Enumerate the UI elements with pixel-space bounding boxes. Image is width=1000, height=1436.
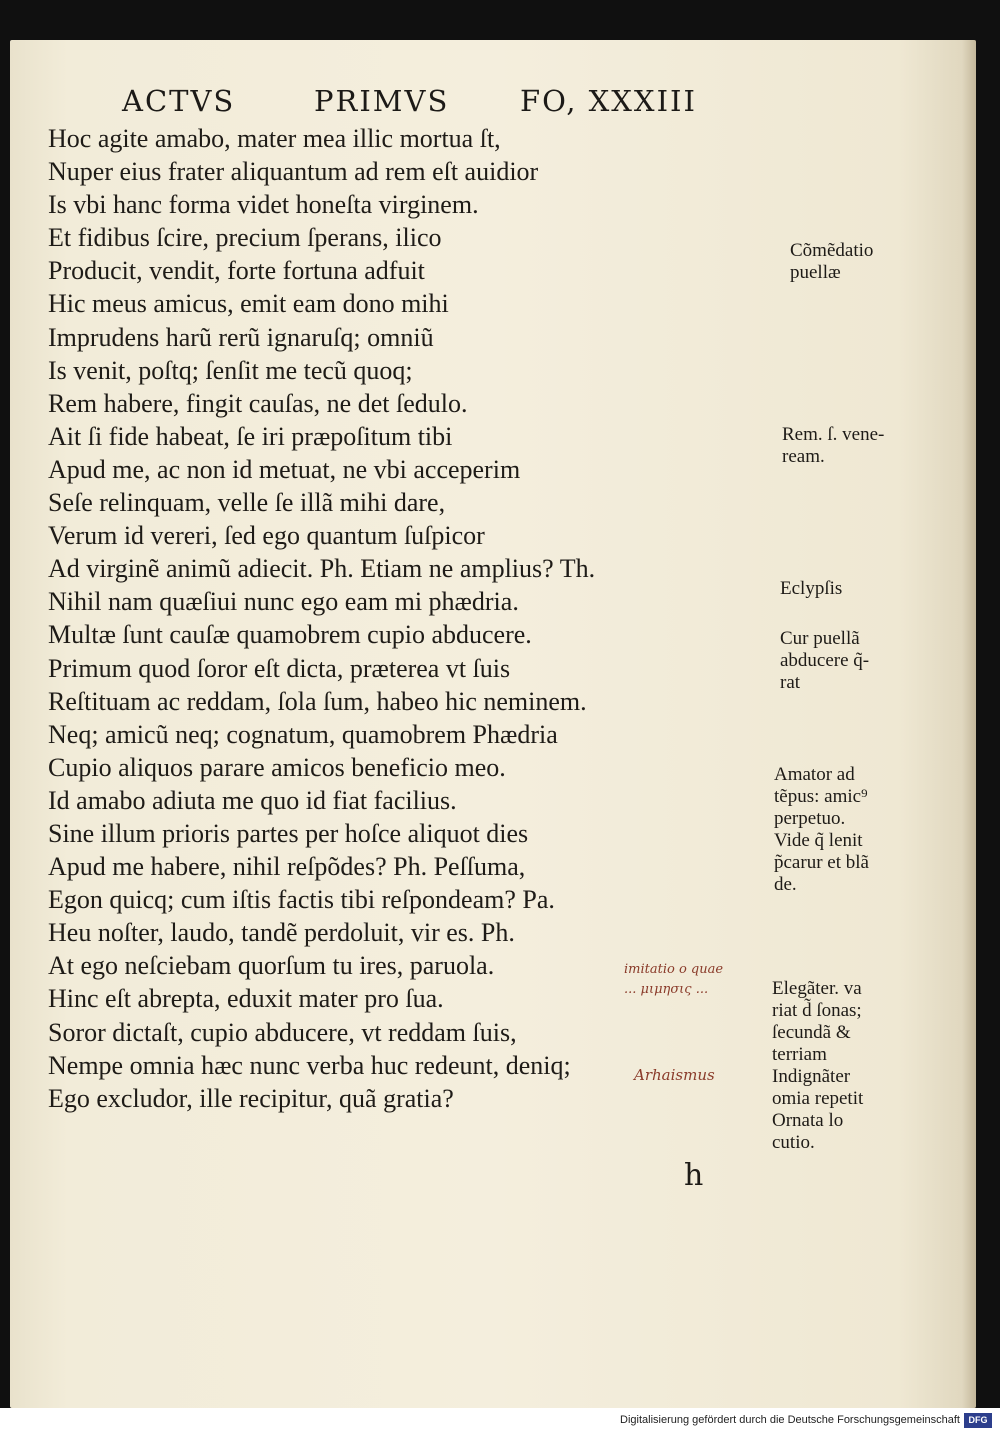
folio-number: FO, XXXIII bbox=[520, 84, 697, 118]
text-line: Egon quicq; cum iſtis factis tibi reſpondeam? Pa. bbox=[48, 885, 555, 915]
handwritten-mark: h bbox=[684, 1158, 704, 1193]
page-edge bbox=[962, 40, 976, 1408]
footer bbox=[0, 1408, 1000, 1436]
text-line: Seſe relinquam, velle ſe illã mihi dare, bbox=[48, 488, 446, 518]
text-line: Producit, vendit, forte fortuna adfuit bbox=[48, 256, 425, 286]
main-text bbox=[48, 122, 688, 1115]
text-line: Is vbi hanc forma videt honeſta virginem. bbox=[48, 190, 479, 220]
text-line: Apud me habere, nihil reſpõdes? Ph. Peſſuma, bbox=[48, 852, 526, 882]
text-line: At ego neſciebam quorſum tu ires, paruola. bbox=[48, 951, 495, 981]
text-line: Nempe omnia hæc nunc verba huc redeunt, deniq; bbox=[48, 1050, 571, 1080]
text-line: Nihil nam quæſiui nunc ego eam mi phædria. bbox=[48, 587, 519, 617]
text-line: Reſtituam ac reddam, ſola ſum, habeo hic neminem. bbox=[48, 686, 587, 716]
text-line: Nuper eius frater aliquantum ad rem eſt auidior bbox=[48, 157, 539, 187]
text-line: Ait ſi fide habeat, ſe iri præpoſitum tibi bbox=[48, 421, 453, 451]
text-line: Sine illum prioris partes per hoſce aliquot dies bbox=[48, 818, 529, 848]
text-line: Neq; amicũ neq; cognatum, quamobrem Phædria bbox=[48, 719, 558, 749]
marginal-note: Cur puellã abducere q̃- rat bbox=[780, 628, 870, 693]
marginal-note: Eclypſis bbox=[780, 578, 843, 599]
header-middle: PRIMVS bbox=[314, 84, 450, 118]
running-header bbox=[122, 84, 722, 124]
text-line: Cupio aliquos parare amicos beneficio meo. bbox=[48, 752, 506, 782]
text-line: Is venit, poſtq; ſenſit me tecũ quoq; bbox=[48, 355, 413, 385]
dfg-logo: DFG bbox=[964, 1413, 992, 1428]
text-line: Soror dictaſt, cupio abducere, vt reddam ſuis, bbox=[48, 1017, 517, 1047]
text-line: Hoc agite amabo, mater mea illic mortua ſt, bbox=[48, 124, 501, 153]
text-line: Id amabo adiuta me quo id fiat facilius. bbox=[48, 785, 457, 815]
text-line: Heu noſter, laudo, tandẽ perdoluit, vir es. Ph. bbox=[48, 918, 515, 948]
text-line: Verum id vereri, ſed ego quantum ſuſpicor bbox=[48, 521, 485, 551]
handwritten-gloss: Arhaismus bbox=[634, 1066, 715, 1084]
text-line: Primum quod ſoror eſt dicta, præterea vt ſuis bbox=[48, 653, 511, 683]
text-line: Ad virginẽ animũ adiecit. Ph. Etiam ne amplius? Th. bbox=[48, 554, 596, 584]
text-line: Rem habere, fingit cauſas, ne det ſedulo. bbox=[48, 388, 468, 418]
marginal-note: Rem. ſ. vene- ream. bbox=[782, 424, 885, 467]
funding-credit: Digitalisierung gefördert durch die Deutsche Forschungsgemeinschaft bbox=[620, 1414, 960, 1426]
handwritten-gloss: ... μιμησις ... bbox=[624, 982, 709, 997]
marginal-note: Cõmẽdatio puellæ bbox=[790, 240, 874, 283]
text-line: Et fidibus ſcire, precium ſperans, ilico bbox=[48, 223, 442, 253]
marginal-note: Elegãter. va riat d̃ ſonas; ſecundã & terriam Indignãter omia repetit Ornata lo cutio. bbox=[772, 978, 864, 1153]
text-line: Imprudens harũ rerũ ignaruſq; omniũ bbox=[48, 322, 434, 352]
text-line: Ego excludor, ille recipitur, quã gratia? bbox=[48, 1083, 454, 1113]
handwritten-gloss: imitatio o quae bbox=[624, 962, 724, 977]
text-line: Hinc eſt abrepta, eduxit mater pro ſua. bbox=[48, 984, 444, 1014]
text-line: Apud me, ac non id metuat, ne vbi acceperim bbox=[48, 454, 521, 484]
text-line: Hic meus amicus, emit eam dono mihi bbox=[48, 289, 449, 319]
marginal-note: Amator ad tẽpus: amic⁹ perpetuo. Vide q̃ lenit p̃carur et blã de. bbox=[774, 764, 869, 895]
text-line: Multæ ſunt cauſæ quamobrem cupio abducere. bbox=[48, 620, 532, 650]
header-left: ACTVS bbox=[122, 84, 236, 118]
